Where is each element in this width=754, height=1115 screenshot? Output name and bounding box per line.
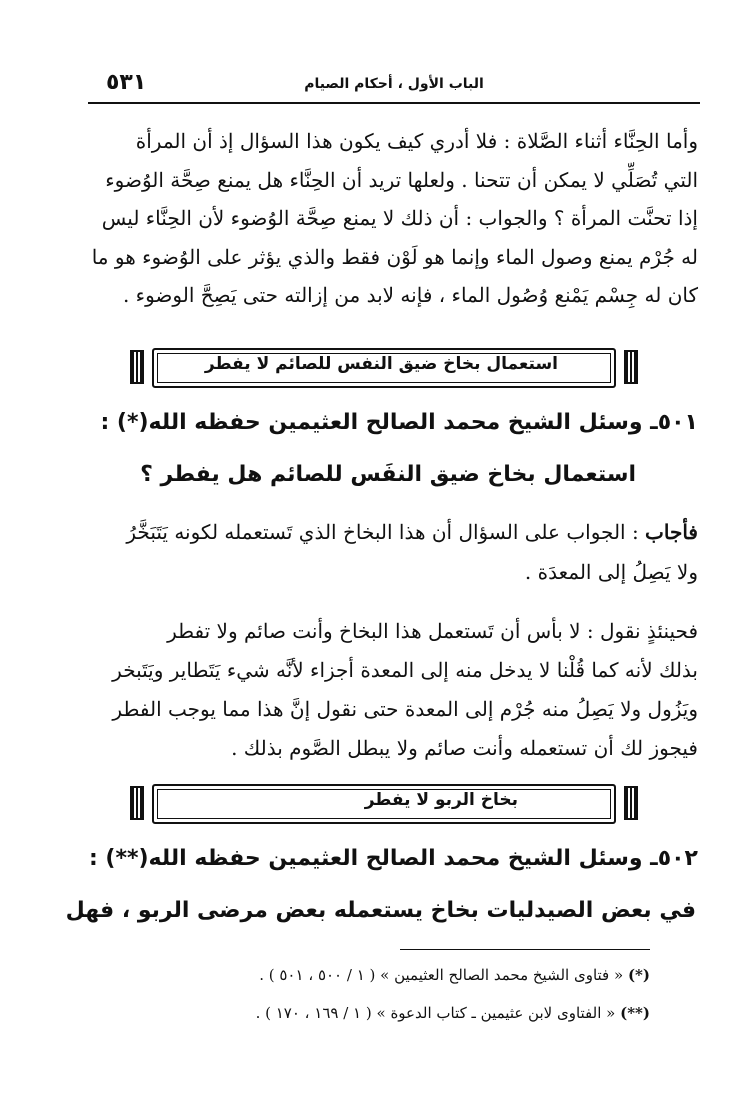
- paragraph-line: فحينئذٍ نقول : لا بأس أن تَستعمل هذا البخاخ وأنت صائم ولا تفطر: [167, 619, 698, 643]
- footnote: [256, 1004, 650, 1022]
- paragraph-line: بذلك لأنه كما قُلْنا لا يدخل منه إلى المعدة أجزاء لأنَّه شيء يَتَطاير ويَتَبخر: [112, 658, 698, 682]
- page-header: [88, 66, 700, 104]
- footnote-separator: [400, 949, 650, 950]
- banner-ornament: [624, 786, 638, 820]
- question-heading: ٥٠١ـ وسئل الشيخ محمد الصالح العثيمين حفظه الله(*) :: [100, 410, 698, 435]
- banner-title: استعمال بخاخ ضيق النفس للصائم لا يفطر: [204, 354, 558, 374]
- intro-paragraph: [90, 122, 698, 315]
- banner-ornament: [130, 786, 144, 820]
- running-title: الباب الأول ، أحكام الصيام: [304, 76, 484, 92]
- footnote-mark: (*): [627, 966, 650, 984]
- paragraph-line: التي تُصَلِّي لا يمكن أن تتحنا . ولعلها تريد أن الحِنَّاء هل يمنع صِحَّة الوُضوء: [105, 167, 698, 192]
- answer-label: فأجاب: [645, 520, 698, 544]
- section-banner: [130, 784, 638, 824]
- footnote-text: « الفتاوى لابن عثيمين ـ كتاب الدعوة » ( ١ / ١٦٩ ، ١٧٠ ) .: [255, 1004, 616, 1022]
- footnote-mark: (**): [620, 1004, 650, 1022]
- footnote-text: « فتاوى الشيخ محمد الصالح العثيمين » ( ١ / ٥٠٠ ، ٥٠١ ) .: [259, 966, 624, 984]
- paragraph-line: إذا تحنَّت المرأة ؟ والجواب : أن ذلك لا يمنع صِحَّة الوُضوء لأن الحِنَّاء ليس: [101, 206, 698, 230]
- paragraph-line: فيجوز لك أن تستعمله وأنت صائم ولا يبطل الصَّوم بذلك .: [231, 736, 698, 760]
- banner-title: بخاخ الربو لا يفطر: [364, 790, 518, 810]
- question-heading: ٥٠٢ـ وسئل الشيخ محمد الصالح العثيمين حفظه الله(**) :: [88, 846, 698, 871]
- answer-line: [90, 512, 698, 552]
- question-text: في بعض الصيدليات بخاخ يستعمله بعض مرضى الربو ، فهل: [65, 898, 696, 923]
- question-text: استعمال بخاخ ضيق النفَس للصائم هل يفطر ؟: [140, 462, 636, 487]
- answer-line: ولا يَصِلُ إلى المعدَة .: [524, 560, 698, 584]
- paragraph-line: ويَزُول ولا يَصِلُ منه جُرْم إلى المعدة حتى نقول إنَّ هذا مما يوجب الفطر: [112, 697, 698, 721]
- answer-text: : الجواب على السؤال أن هذا البخاخ الذي تَستعمله لكونه يَتَبَخَّرُ: [126, 520, 646, 544]
- section-banner: [130, 348, 638, 388]
- banner-ornament: [624, 350, 638, 384]
- paragraph-line: وأما الحِنَّاء أثناء الصَّلاة : فلا أدري كيف يكون هذا السؤال إذ أن المرأة: [135, 129, 698, 153]
- banner-ornament: [130, 350, 144, 384]
- answer-paragraph: [90, 512, 698, 592]
- body-paragraph: [90, 612, 698, 768]
- footnote: [259, 966, 650, 984]
- paragraph-line: له جُرْم يمنع وصول الماء وإنما هو لَوْن فقط والذي يؤثر على الوُضوء هو ما: [91, 244, 698, 269]
- page-number: ٥٣١: [106, 70, 147, 95]
- paragraph-line: كان له جِسْم يَمْنع وُصُول الماء ، فإنه لابد من إزالته حتى يَصِحَّ الوضوء .: [122, 283, 698, 307]
